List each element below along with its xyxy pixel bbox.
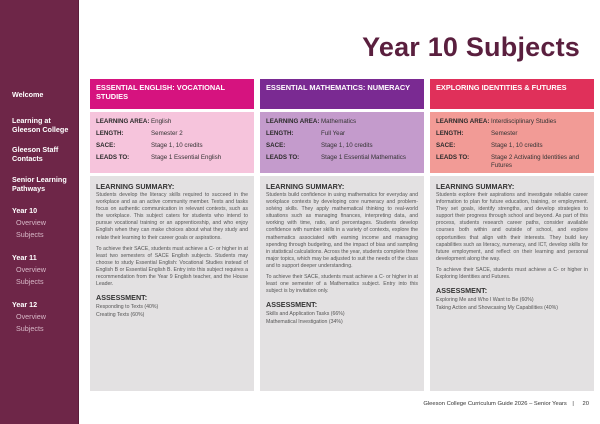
page-title: Year 10 Subjects xyxy=(362,32,580,62)
assessment-heading: ASSESSMENT: xyxy=(436,286,488,296)
subject-info xyxy=(260,112,424,173)
assessment-heading: ASSESSMENT: xyxy=(96,293,148,303)
summary-paragraph: Students develop the literacy skills required to succeed in the workplace and as an active community member. Texts and tasks focus on authentic communication in relevant contexts, such as the workplace. This subject caters for students who intend to pursue vocational training or an apprenticeship, and who enjoy English when they can make choices about what they study and relate their learning to their career goals or aspirations. xyxy=(96,192,248,241)
learning-area-label: LEARNING AREA: xyxy=(436,118,490,125)
assessment-item: Mathematical Investigation (34%) xyxy=(266,319,343,326)
assessment-item: Taking Action and Showcasing My Capabilities (40%) xyxy=(436,305,558,312)
learning-area-value: English xyxy=(151,118,172,125)
sace-label: SACE: xyxy=(266,142,286,149)
subject-card-essential-mathematics xyxy=(260,79,424,391)
subject-body xyxy=(260,176,424,391)
sidebar-item-year-10-overview[interactable]: Overview xyxy=(16,218,46,227)
subject-heading: EXPLORING IDENTITIES & FUTURES xyxy=(430,79,594,109)
sace-value: Stage 1, 10 credits xyxy=(491,142,543,149)
sidebar-item-year-10-subjects[interactable]: Subjects xyxy=(16,230,44,239)
learning-area-label: LEARNING AREA: xyxy=(96,118,150,125)
sidebar-item-learning-at-gleeson[interactable]: Learning at Gleeson College xyxy=(12,116,69,134)
sidebar-item-welcome[interactable]: Welcome xyxy=(12,90,44,99)
sidebar-nav xyxy=(0,0,79,424)
leads-to-label: LEADS TO: xyxy=(96,154,130,161)
leads-to-value: Stage 1 Essential English xyxy=(151,154,222,161)
sace-label: SACE: xyxy=(96,142,116,149)
subject-body xyxy=(430,176,594,391)
assessment-item: Creating Texts (60%) xyxy=(96,312,145,319)
leads-to-label: LEADS TO: xyxy=(436,154,470,161)
page-footer xyxy=(423,401,589,407)
subject-info xyxy=(90,112,254,173)
sace-value: Stage 1, 10 credits xyxy=(151,142,203,149)
sidebar-item-year-11-subjects[interactable]: Subjects xyxy=(16,277,44,286)
subject-info xyxy=(430,112,594,173)
footer-separator: | xyxy=(572,401,574,407)
sidebar-item-year-12-subjects[interactable]: Subjects xyxy=(16,324,44,333)
length-label: LENGTH: xyxy=(96,130,124,137)
subject-heading: ESSENTIAL MATHEMATICS: NUMERACY xyxy=(260,79,424,109)
leads-to-label: LEADS TO: xyxy=(266,154,300,161)
sidebar-item-year-12[interactable]: Year 12 xyxy=(12,300,38,309)
sidebar-item-year-10[interactable]: Year 10 xyxy=(12,206,38,215)
sace-value: Stage 1, 10 credits xyxy=(321,142,373,149)
length-value: Full Year xyxy=(321,130,346,137)
leads-to-value: Stage 2 Activating Identities and Futures xyxy=(491,154,580,169)
leads-to-value: Stage 1 Essential Mathematics xyxy=(321,154,406,161)
summary-paragraph: Students build confidence in using mathematics for everyday and workplace contexts by developing core numeracy and problem-solving skills. They apply mathematical thinking to real-world situations such as managing finances, interpreting data, and working with time, ratio, and percentages. Students develop confidence with number skills in a variety of contexts, explore the mathematics associated with earning income and managing spending through budgeting, and the impact of bias and sampling in statistical calculations. Across the year, students complete three major topics, which may be adjusted to suit the needs of the class and to support deeper understanding. xyxy=(266,192,418,269)
learning-area-value: Interdisciplinary Studies xyxy=(491,118,557,125)
summary-paragraph: To achieve their SACE, students must achieve a C- or higher in at least two semesters of SACE English subjects. Students may choose to study Essential English: Vocational Studies instead of English B or Essential English B. Entry into this subject requires a recommendation from the Year 9 English teacher, and the House Leader. xyxy=(96,245,248,288)
sidebar-item-year-12-overview[interactable]: Overview xyxy=(16,312,46,321)
sidebar-item-year-11[interactable]: Year 11 xyxy=(12,253,37,262)
learning-summary-heading: LEARNING SUMMARY: xyxy=(436,182,515,191)
footer-text: Gleeson College Curriculum Guide 2026 – Senior Years xyxy=(423,401,567,407)
summary-paragraph: Students explore their aspirations and investigate reliable career information to plan for future education, training, or employment. They set goals, identify strengths, and develop strategies to support their progress through school and beyond. As part of this process, students research career paths, consider available courses both within and outside of school, and explore opportunities that align with their interests. They build key capabilities such as literacy, numeracy, and ICT, develop skills for future employment, and reflect on their learning and personal development along the way. xyxy=(436,192,588,262)
learning-summary-heading: LEARNING SUMMARY: xyxy=(96,182,175,191)
page-number: 20 xyxy=(582,401,589,407)
subject-heading: ESSENTIAL ENGLISH: VOCATIONAL STUDIES xyxy=(90,79,254,109)
length-value: Semester 2 xyxy=(151,130,183,137)
learning-area-label: LEARNING AREA: xyxy=(266,118,320,125)
length-label: LENGTH: xyxy=(266,130,294,137)
sidebar-item-senior-learning-pathways[interactable]: Senior Learning Pathways xyxy=(12,175,67,193)
sace-label: SACE: xyxy=(436,142,456,149)
summary-paragraph: To achieve their SACE, students must achieve a C- or higher in at least one semester of a Mathematics subject. Entry into this subject is by invitation only. xyxy=(266,274,418,295)
sidebar-item-year-11-overview[interactable]: Overview xyxy=(16,265,46,274)
subject-card-exploring-identities xyxy=(430,79,594,391)
length-value: Semester xyxy=(491,130,518,137)
assessment-item: Exploring Me and Who I Want to Be (60%) xyxy=(436,297,534,304)
learning-summary-heading: LEARNING SUMMARY: xyxy=(266,182,345,191)
learning-area-value: Mathematics xyxy=(321,118,357,125)
summary-paragraph: To achieve their SACE, students must achieve a C- or higher in Exploring Identities and Futures. xyxy=(436,266,588,281)
subject-body xyxy=(90,176,254,391)
assessment-item: Responding to Texts (40%) xyxy=(96,304,159,311)
assessment-heading: ASSESSMENT: xyxy=(266,300,318,310)
sidebar-item-staff-contacts[interactable]: Gleeson Staff Contacts xyxy=(12,145,59,163)
subject-card-essential-english xyxy=(90,79,254,391)
length-label: LENGTH: xyxy=(436,130,464,137)
assessment-item: Skills and Application Tasks (66%) xyxy=(266,311,345,318)
